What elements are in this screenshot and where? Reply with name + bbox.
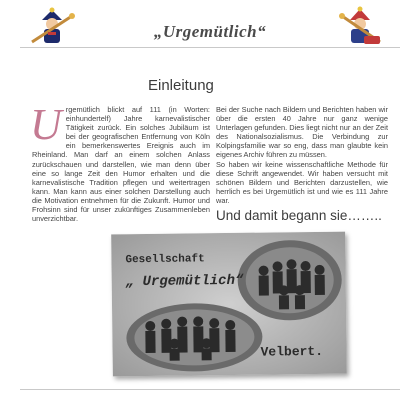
photo-caption-line2: „ Urgemütlich“ [125, 272, 244, 291]
intro-left-column [30, 100, 210, 224]
footer-divider [20, 389, 400, 390]
photo-caption-line3: Velbert. [260, 343, 324, 360]
historic-photo [112, 233, 350, 379]
header-title: „Urgemütlich“ [153, 22, 267, 41]
intro-right-column [216, 105, 388, 205]
intro-paragraph-3: So haben wir keine wissenschaftliche Methode für diese Schrift angewendet. Wir haben versucht mit schönen Bildern und Berichten darzustellen, wie herrlich es bei Urgemütlich ist und wie es 111 Jahre war. [216, 159, 388, 205]
intro-paragraph-1-text: rgemütlich blickt auf 111 (in Worten: einhundertelf) Jahre karnevalistischer Tätigkeit zurück. Ein solches Jubiläum ist bei der geografischen Entfernung von Köln ein bemerkenswertes Ereignis auch im Rheinland. Man darf an einem solchen Anlass zurückschauen und darstellen, wie man denn über eine so lange Zeit den Humor erhalten und die karnevalistische Tradition pflegen und weitertragen kann. Man kann aus einer solchen Darstellung auch die Motivation entnehmen für die Zukunft. Humor und Frohsinn sind für unser zukünftiges Zusammenleben unverzichtbar. [32, 105, 210, 224]
subheading: Und damit begann sie…….. [216, 208, 382, 223]
intro-paragraph-2: Bei der Suche nach Bildern und Berichten haben wir über die ersten 40 Jahre nur ganz wenige Unterlagen gefunden. Dies liegt nicht nur an der Zeit des Nationalsozialismus. Die Verbindung zur Kolpingsfamilie war so eng, dass man glaubte kein eigenes Archiv führen zu müssen. [216, 105, 388, 160]
historic-photo-card [111, 232, 347, 377]
section-title: Einleitung [148, 77, 214, 94]
intro-paragraph-1 [30, 100, 210, 224]
drop-cap: U [30, 100, 62, 149]
photo-caption-line1: Gesellschaft [125, 253, 205, 267]
header-divider [20, 47, 400, 48]
